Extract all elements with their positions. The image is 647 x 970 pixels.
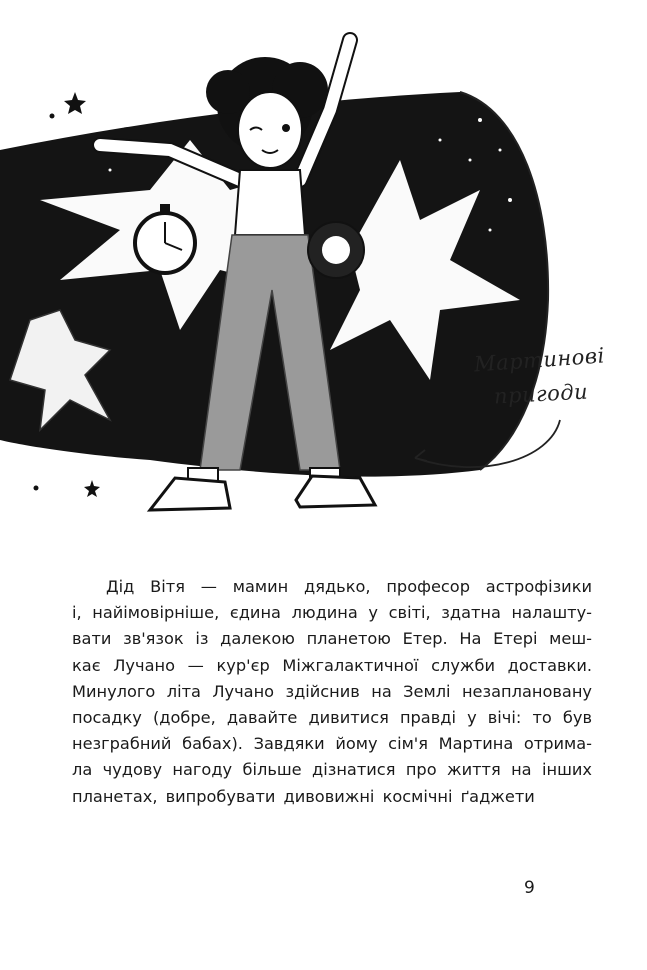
paragraph-line: і, найімовірніше, єдина людина у світі, здатна налашту-: [72, 603, 592, 623]
paragraph-line: посадку (добре, давайте дивитися правді у вічі: то був: [72, 708, 592, 728]
caption-title-line2: пригоди: [493, 379, 589, 409]
paragraph-line: планетах, випробувати дивовижні космічні ґаджети: [72, 786, 535, 806]
left-sneaker: [150, 478, 230, 510]
caption-title-line1: Мартинові: [473, 343, 606, 377]
paragraph-line: незграбний бабах). Завдяки йому сім'я Мартина отрима-: [72, 734, 592, 754]
body-paragraph: [72, 574, 592, 810]
page-number: 9: [524, 878, 535, 898]
paragraph-line: вати зв'язок із далекою планетою Етер. На Етері меш-: [72, 629, 592, 649]
paragraph-line: ла чудову нагоду більше дізнатися про життя на інших: [72, 760, 592, 780]
right-sneaker: [296, 476, 375, 507]
paragraph-line: Дід Вітя — мамин дядько, професор астрофізики: [106, 577, 592, 596]
paragraph-line: Минулого літа Лучано здійснив на Землі незаплановану: [72, 681, 592, 701]
paragraph-line: кає Лучано — кур'єр Міжгалактичної служби доставки.: [72, 655, 592, 675]
